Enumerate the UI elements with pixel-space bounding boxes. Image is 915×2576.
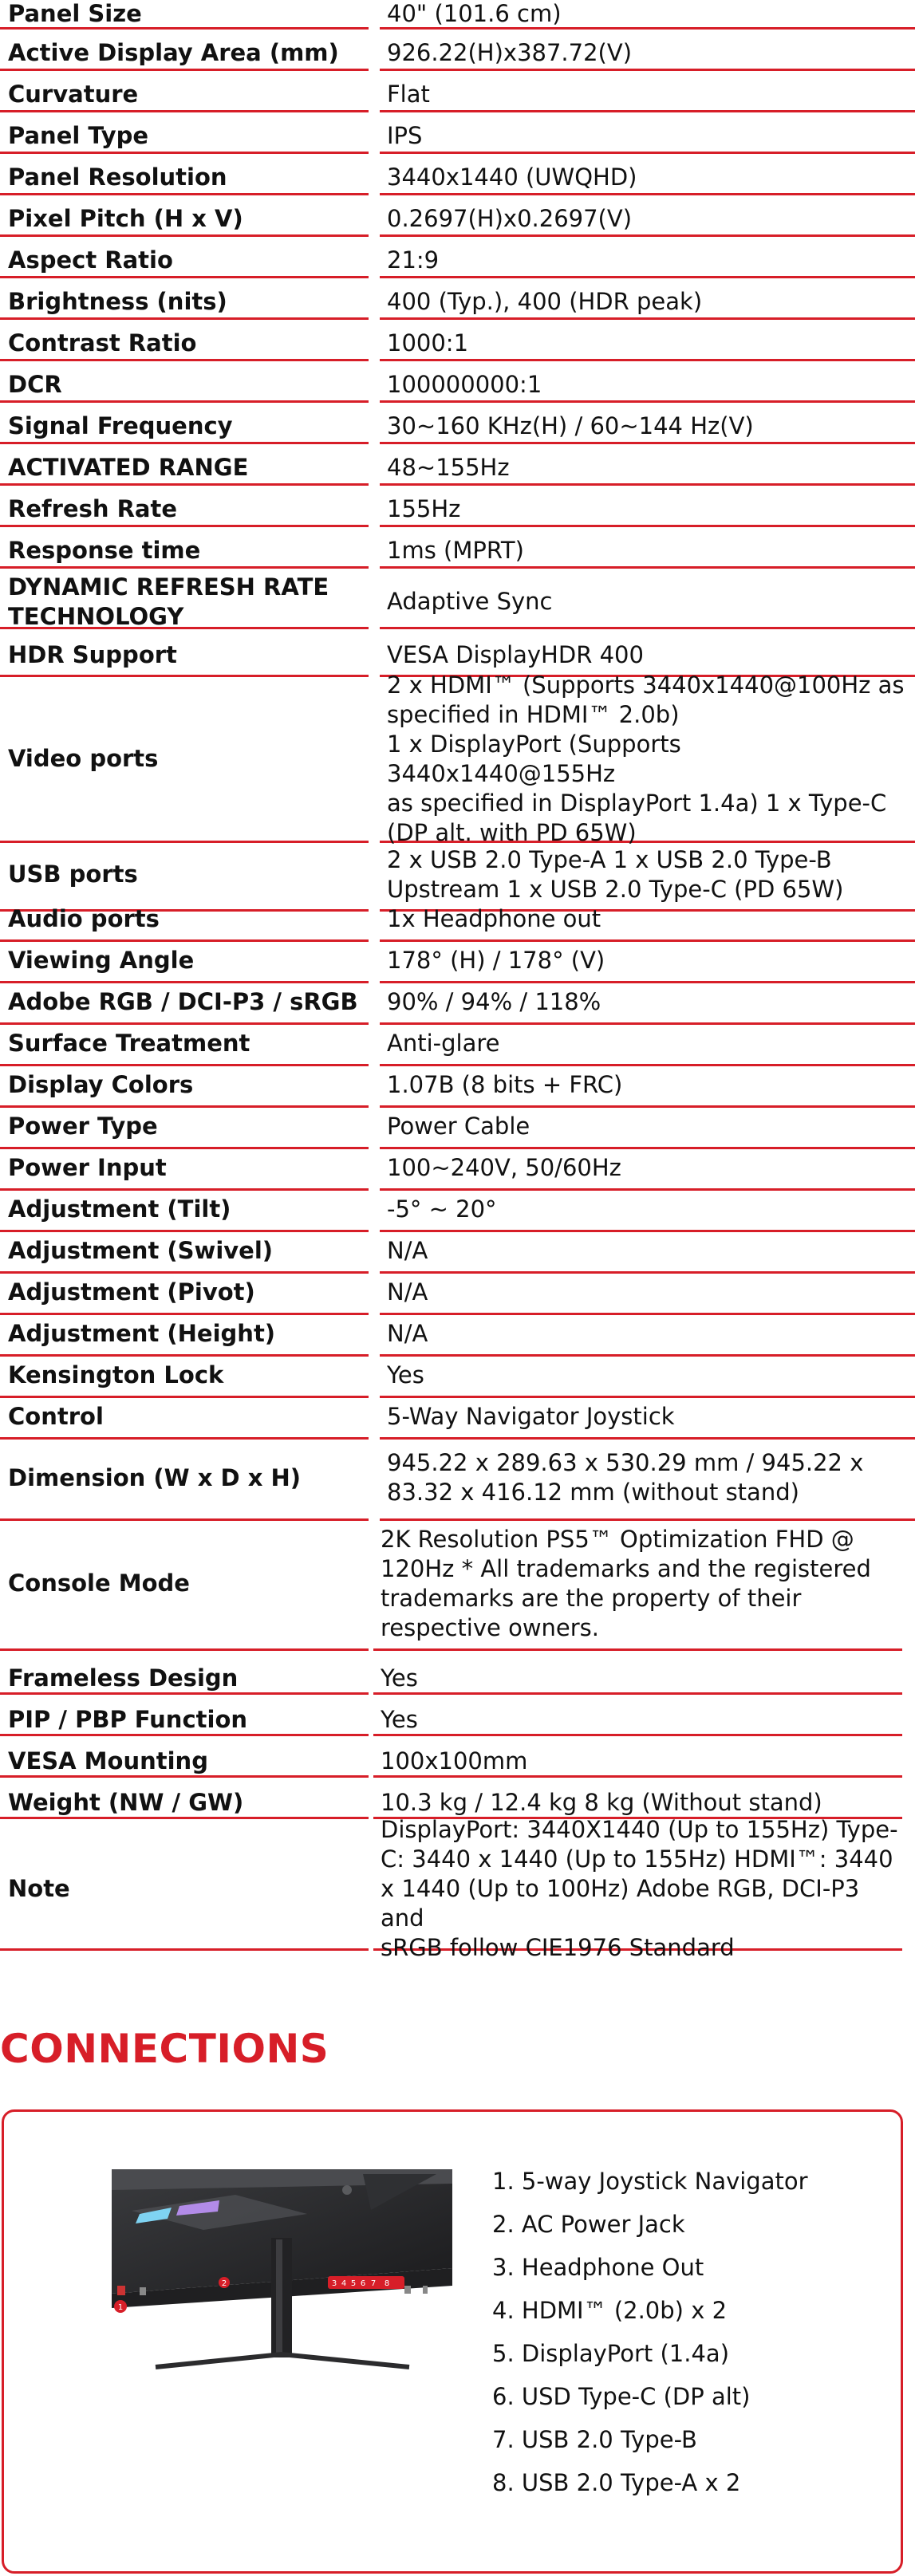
spec-value: 1000:1	[380, 328, 915, 361]
spec-label: Control	[0, 1396, 369, 1440]
spec-label: VESA Mounting	[0, 1747, 369, 1778]
port-list-item: 6. USD Type-C (DP alt)	[492, 2383, 751, 2410]
spec-value: 0.2697(H)x0.2697(V)	[380, 203, 915, 237]
spec-label: Power Type	[0, 1105, 369, 1149]
spec-label: Adjustment (Height)	[0, 1313, 369, 1357]
spec-value: VESA DisplayHDR 400	[380, 636, 915, 677]
diagram-marker: 6	[360, 2279, 366, 2288]
diagram-marker: 4	[341, 2279, 347, 2288]
spec-value: 10.3 kg / 12.4 kg 8 kg (Without stand)	[373, 1788, 902, 1819]
spec-label: Adjustment (Swivel)	[0, 1230, 369, 1274]
spec-row	[0, 898, 915, 942]
port-list-item: 2. AC Power Jack	[492, 2211, 685, 2238]
spec-label: Panel Resolution	[0, 162, 369, 195]
spec-row	[0, 671, 915, 846]
spec-value: 5-Way Navigator Joystick	[380, 1396, 915, 1440]
spec-value: 40" (101.6 cm)	[380, 0, 915, 30]
spec-label: Note	[0, 1830, 369, 1951]
spec-value: 155Hz	[380, 494, 915, 527]
spec-row	[0, 1664, 915, 1695]
connections-title: CONNECTIONS	[0, 2026, 329, 2072]
spec-value: 1x Headphone out	[380, 898, 915, 942]
spec-row	[0, 1271, 915, 1315]
spec-label: Weight (NW / GW)	[0, 1788, 369, 1819]
port-list-item: 4. HDMI™ (2.0b) x 2	[492, 2297, 728, 2324]
spec-value: 945.22 x 289.63 x 530.29 mm / 945.22 x 83.32 x 416.12 mm (without stand)	[380, 1437, 915, 1521]
spec-row	[0, 245, 915, 278]
diagram-marker: 2	[221, 2279, 227, 2288]
spec-row	[0, 1747, 915, 1778]
spec-label: Refresh Rate	[0, 494, 369, 527]
spec-value: N/A	[380, 1271, 915, 1315]
port-list	[492, 2160, 808, 2504]
diagram-marker: 1	[117, 2303, 124, 2312]
spec-label: Power Input	[0, 1147, 369, 1191]
monitor-rear-illustration	[108, 2166, 459, 2373]
spec-label: Curvature	[0, 79, 369, 112]
spec-label: Audio ports	[0, 898, 369, 942]
spec-row	[0, 0, 915, 30]
spec-row	[0, 1064, 915, 1108]
spec-row	[0, 203, 915, 237]
spec-value: 2 x HDMI™ (Supports 3440x1440@100Hz as specified in HDMI™ 2.0b) 1 x DisplayPort (Supports 3440x1440@155Hz as specified in DisplayPort 1.4a) 1 x Type-C (DP alt. with PD 65W)	[380, 677, 915, 843]
spec-row	[0, 1147, 915, 1191]
spec-row	[0, 1437, 915, 1521]
spec-label: Adjustment (Tilt)	[0, 1188, 369, 1232]
spec-row	[0, 939, 915, 983]
spec-row	[0, 328, 915, 361]
port-list-item: 3. Headphone Out	[492, 2254, 704, 2281]
spec-row	[0, 411, 915, 444]
spec-row	[0, 535, 915, 569]
connections-panel	[2, 2109, 903, 2574]
spec-label: Kensington Lock	[0, 1354, 369, 1398]
spec-value: 400 (Typ.), 400 (HDR peak)	[380, 286, 915, 320]
spec-row	[0, 1354, 915, 1398]
spec-value: 100~240V, 50/60Hz	[380, 1147, 915, 1191]
spec-value: 1.07B (8 bits + FRC)	[380, 1064, 915, 1108]
spec-label: Panel Size	[0, 0, 369, 30]
spec-value: 48~155Hz	[380, 452, 915, 486]
spec-label: Contrast Ratio	[0, 328, 369, 361]
spec-row	[0, 162, 915, 195]
spec-row	[0, 452, 915, 486]
spec-row	[0, 573, 915, 630]
spec-value: Flat	[380, 79, 915, 112]
port-list-item: 8. USB 2.0 Type-A x 2	[492, 2469, 741, 2496]
spec-label: Response time	[0, 535, 369, 569]
diagram-marker: 3	[331, 2279, 337, 2288]
spec-row	[0, 1313, 915, 1357]
spec-label: Active Display Area (mm)	[0, 37, 369, 71]
spec-value: 100x100mm	[373, 1747, 902, 1778]
spec-row	[0, 120, 915, 154]
spec-label: ACTIVATED RANGE	[0, 452, 369, 486]
spec-row	[0, 369, 915, 403]
spec-value: 100000000:1	[380, 369, 915, 403]
spec-label: Display Colors	[0, 1064, 369, 1108]
spec-label: Adobe RGB / DCI-P3 / sRGB	[0, 981, 369, 1025]
spec-row	[0, 1705, 915, 1736]
spec-row	[0, 1188, 915, 1232]
spec-label: HDR Support	[0, 636, 369, 677]
spec-row	[0, 79, 915, 112]
spec-row	[0, 1022, 915, 1066]
port-list-item: 5. DisplayPort (1.4a)	[492, 2340, 730, 2367]
port-list-item: 7. USB 2.0 Type-B	[492, 2426, 697, 2453]
spec-value: 3440x1440 (UWQHD)	[380, 162, 915, 195]
spec-row	[0, 1230, 915, 1274]
spec-value: 2K Resolution PS5™ Optimization FHD @ 120Hz * All trademarks and the registered trademarks are the property of their respective owners.	[373, 1518, 902, 1651]
spec-label: DYNAMIC REFRESH RATE TECHNOLOGY	[0, 577, 369, 629]
spec-label: Signal Frequency	[0, 411, 369, 444]
spec-value: Yes	[373, 1705, 902, 1736]
spec-label: Adjustment (Pivot)	[0, 1271, 369, 1315]
spec-row	[0, 1105, 915, 1149]
diagram-marker: 5	[350, 2279, 357, 2288]
spec-value: Power Cable	[380, 1105, 915, 1149]
spec-value: Adaptive Sync	[380, 577, 915, 629]
spec-value: 926.22(H)x387.72(V)	[380, 37, 915, 71]
spec-label: Aspect Ratio	[0, 245, 369, 278]
diagram-marker: 8	[384, 2279, 390, 2288]
spec-row	[0, 1396, 915, 1440]
spec-value: -5° ~ 20°	[380, 1188, 915, 1232]
spec-value: Yes	[380, 1354, 915, 1398]
spec-value: 178° (H) / 178° (V)	[380, 939, 915, 983]
spec-value: N/A	[380, 1313, 915, 1357]
spec-label: Pixel Pitch (H x V)	[0, 203, 369, 237]
spec-value: 21:9	[380, 245, 915, 278]
spec-label: Viewing Angle	[0, 939, 369, 983]
port-list-item: 1. 5-way Joystick Navigator	[492, 2168, 808, 2195]
spec-row	[0, 286, 915, 320]
spec-value: IPS	[380, 120, 915, 154]
spec-label: Surface Treatment	[0, 1022, 369, 1066]
spec-value: 2 x USB 2.0 Type-A 1 x USB 2.0 Type-B Upstream 1 x USB 2.0 Type-C (PD 65W)	[380, 840, 915, 912]
spec-label: Frameless Design	[0, 1664, 369, 1695]
spec-label: Video ports	[0, 677, 369, 843]
spec-label: Brightness (nits)	[0, 286, 369, 320]
spec-row	[0, 1816, 915, 1961]
spec-label: PIP / PBP Function	[0, 1705, 369, 1736]
spec-label: DCR	[0, 369, 369, 403]
spec-value: 90% / 94% / 118%	[380, 981, 915, 1025]
spec-label: Panel Type	[0, 120, 369, 154]
spec-value: Yes	[373, 1664, 902, 1695]
spec-label: USB ports	[0, 840, 369, 912]
spec-row	[0, 37, 915, 71]
spec-value: 30~160 KHz(H) / 60~144 Hz(V)	[380, 411, 915, 444]
spec-value: 1ms (MPRT)	[380, 535, 915, 569]
spec-value: Anti-glare	[380, 1022, 915, 1066]
spec-row	[0, 1518, 915, 1651]
spec-row	[0, 494, 915, 527]
spec-row	[0, 981, 915, 1025]
spec-label: Dimension (W x D x H)	[0, 1437, 369, 1521]
spec-label: Console Mode	[0, 1518, 369, 1651]
spec-value: DisplayPort: 3440X1440 (Up to 155Hz) Type- C: 3440 x 1440 (Up to 155Hz) HDMI™: 3440 x 1440 (Up to 100Hz) Adobe RGB, DCI-P3 and sRGB follow CIE1976 Standard	[373, 1830, 902, 1951]
diagram-marker: 7	[370, 2279, 377, 2288]
spec-value: N/A	[380, 1230, 915, 1274]
